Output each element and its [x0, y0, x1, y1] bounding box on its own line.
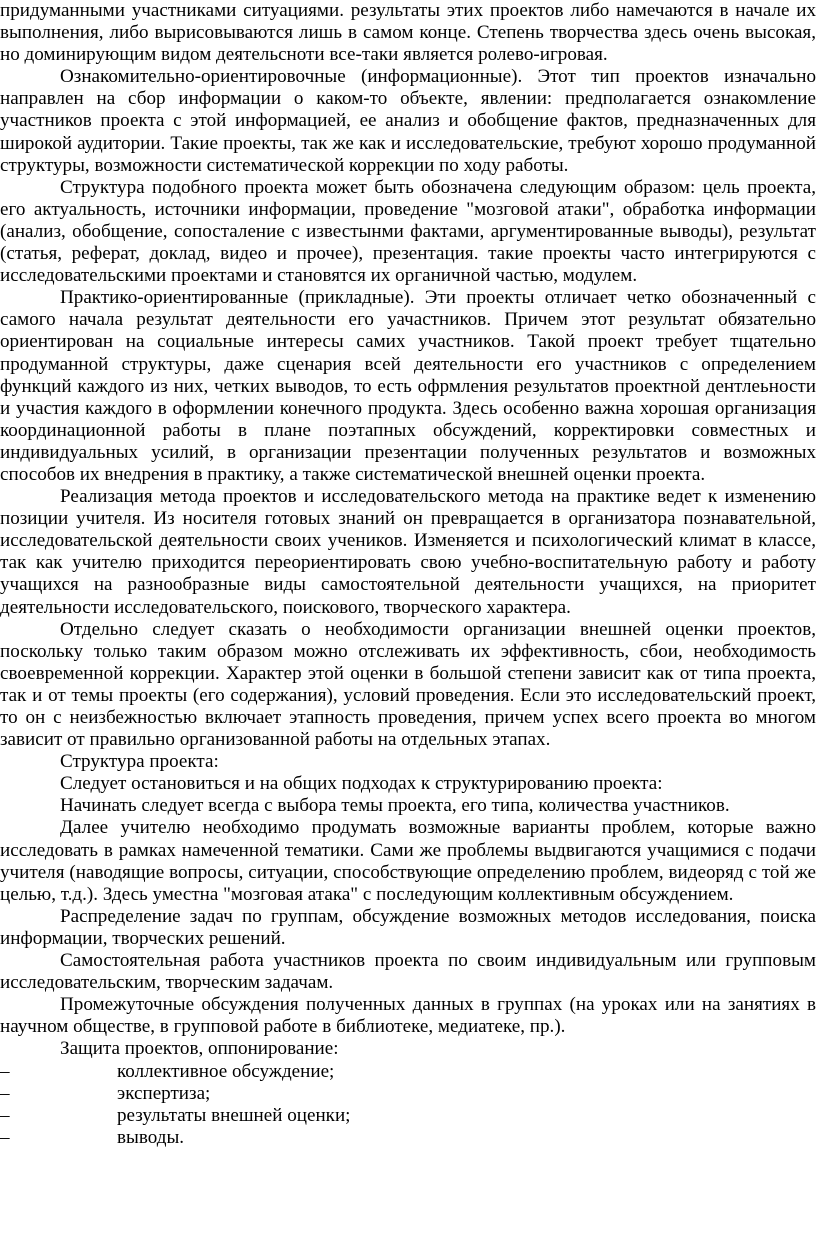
list-item — [0, 1127, 816, 1149]
paragraph: Ознакомительно-ориентировочные (информационные). Этот тип проектов изначально направлен на сбор информации о каком-то объекте, явлении: предполагается ознакомление участников проекта с этой информацией, ее анализ и обобщение фактов, предназначенных для широкой аудитории. Такие проекты, так же как и исследовательские, требуют хорошо продуманной структуры, возможности систематической коррекции по ходу работы. — [0, 66, 816, 176]
paragraph: Следует остановиться и на общих подходах к структурированию проекта: — [60, 773, 663, 795]
paragraph: Распределение задач по группам, обсуждение возможных методов исследования, поиска информации, творческих решений. — [0, 905, 816, 949]
dash-marker: – — [0, 1126, 10, 1148]
paragraph: придуманными участниками ситуациями. результаты этих проектов либо намечаются в начале их выполнения, либо вырисовываются лишь в самом конце. Степень творчества здесь очень высокая, но доминирующим видом деятельсноти все-таки является ролево-игровая. — [0, 0, 816, 66]
defense-steps-list — [0, 1061, 816, 1149]
paragraph: Самостоятельная работа участников проекта по своим индивидуальным или групповым исследовательским, творческим задачам. — [0, 950, 816, 994]
list-item — [0, 1083, 816, 1105]
list-item — [0, 1105, 816, 1127]
list-item-text: результаты внешней оценки; — [117, 1104, 351, 1126]
paragraph: Промежуточные обсуждения полученных данных в группах (на уроках или на занятиях в научном обществе, в групповой работе в библиотеке, медиатеке, пр.). — [0, 994, 816, 1038]
list-item-text: выводы. — [117, 1126, 185, 1148]
dash-marker: – — [0, 1104, 10, 1126]
dash-marker: – — [0, 1060, 10, 1082]
dash-marker: – — [0, 1082, 10, 1104]
paragraph: Структура подобного проекта может быть обозначена следующим образом: цель проекта, его актуальность, источники информации, проведение "мозговой атаки", обработка информации (анализ, обобщение, сопосталение с известынми фактами, аргументированные выводы), результат (статья, реферат, доклад, видео и прочее), презентация. такие проекты часто интегрируются с исследовательскими проектами и становятся их органичной частью, модулем. — [0, 176, 816, 287]
paragraph: Начинать следует всегда с выбора темы проекта, его типа, количества участников. — [60, 795, 730, 817]
list-item — [0, 1061, 816, 1083]
paragraph: Практико-ориентированные (прикладные). Эти проекты отличает четко обозначенный с самого начала результат деятельности его уачастников. Причем этот результат обязательно ориентирован на социальные интересы самих участников. Такой проект требует тщательно продуманной структуры, даже сценария всей деятельности его участников с определением функций каждого из них, четких выводов, то есть офрмления результатов проектной дентлеьности и участия каждого в оформлении конечного продукта. Здесь особенно важна хорошая организация координационной работы в плане поэтапных обсуждений, корректировки совместных и индивидуальных усилий, в организации презентации полученных результатов и возможных способов их внедрения в практику, а также систематической внешней оценки проекта. — [0, 287, 816, 485]
paragraph: Защита проектов, оппонирование: — [60, 1038, 339, 1060]
paragraph: Реализация метода проектов и исследовательского метода на практике ведет к изменению позиции учителя. Из носителя готовых знаний он превращается в организатора познавательной, исследовательской деятельности своих учеников. Изменяется и психологический климат в классе, так как учителю приходится переориентировать свою учебно-воспитательную работу и работу учащихся на разнообразные виды самостоятельной деятельности учащихся, на приоритет деятельности исследовательского, поискового, творческого характера. — [0, 486, 816, 618]
paragraph: Отдельно следует сказать о необходимости организации внешней оценки проектов, поскольку только таким образом можно отслеживать их эффективность, сбои, необходимость своевременной коррекции. Характер этой оценки в большой степени зависит как от типа проекта, так и от темы проекты (его содержания), условий проведения. Если это исследовательский проект, то он с неизбежностью включает этапность проведения, причем успех всего проекта во многом зависит от правильно организованной работы на отдельных этапах. — [0, 618, 816, 751]
paragraph: Структура проекта: — [60, 751, 219, 773]
list-item-text: экспертиза; — [117, 1082, 211, 1104]
list-item-text: коллективное обсуждение; — [117, 1060, 335, 1082]
paragraph: Далее учителю необходимо продумать возможные варианты проблем, которые важно исследовать в рамках намеченной тематики. Сами же проблемы выдвигаются учащимися с подачи учителя (наводящие вопросы, ситуации, способствующие определению проблем, видеоряд с той же целью, т.д.). Здесь уместна "мозговая атака" с последующим коллективным обсуждением. — [0, 817, 816, 905]
